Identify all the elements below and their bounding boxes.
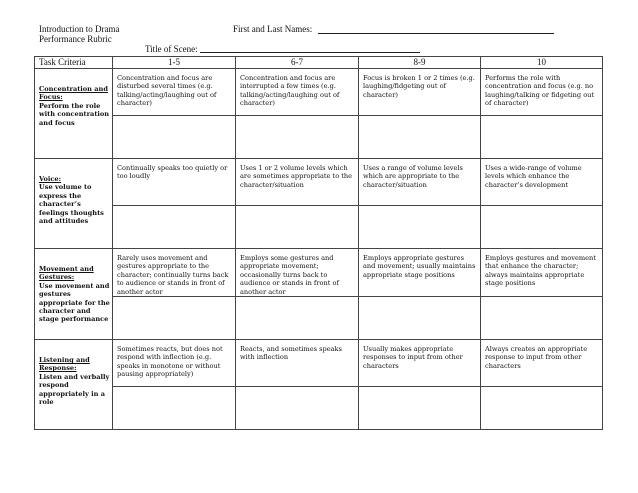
descriptor-cell: Performs the role with concentration and focus (e.g. no laughing/talking or fidgeting out of character) (481, 69, 603, 116)
scene-field[interactable] (200, 52, 420, 53)
score-row (35, 297, 603, 340)
criterion-concentration-focus (35, 69, 113, 159)
descriptor-cell: Uses a wide-range of volume levels which enhance the character’s development (481, 159, 603, 206)
column-header-task-criteria: Task Criteria (35, 57, 113, 69)
table-row (35, 249, 603, 297)
score-cell[interactable] (481, 116, 603, 159)
column-header-1-5: 1-5 (113, 57, 236, 69)
name-field[interactable] (318, 33, 554, 34)
score-cell[interactable] (113, 387, 236, 430)
criterion-description: Perform the role with concentration and focus (39, 101, 110, 127)
score-row (35, 116, 603, 159)
score-cell[interactable] (236, 206, 359, 249)
score-cell[interactable] (359, 116, 481, 159)
rubric-table (34, 56, 603, 430)
descriptor-cell: Concentration and focus are interrupted a few times (e.g. talking/acting/laughing out of character) (236, 69, 359, 116)
descriptor-cell: Concentration and focus are disturbed several times (e.g. talking/acting/laughing out of character) (113, 69, 236, 116)
criterion-description: Use movement and gestures appropriate for the character and stage performance (39, 281, 110, 324)
score-cell[interactable] (359, 387, 481, 430)
descriptor-cell: Employs gestures and movement that enhance the character; always maintains appropriate stage positions (481, 249, 603, 297)
descriptor-cell: Employs some gestures and appropriate movement; occasionally turns back to audience or stands in front of another actor (236, 249, 359, 297)
descriptor-cell: Focus is broken 1 or 2 times (e.g. laughing/fidgeting out of character) (359, 69, 481, 116)
score-cell[interactable] (113, 206, 236, 249)
score-row (35, 387, 603, 430)
criterion-description: Listen and verbally respond appropriately in a role (39, 372, 110, 407)
score-cell[interactable] (359, 206, 481, 249)
column-header-6-7: 6-7 (236, 57, 359, 69)
score-cell[interactable] (236, 387, 359, 430)
descriptor-cell: Sometimes reacts, but does not respond with inflection (e.g. speaks in monotone or without pausing appropriately) (113, 340, 236, 387)
criterion-title: Listening and Response: (39, 356, 90, 373)
descriptor-cell: Uses a range of volume levels which are appropriate to the character/situation (359, 159, 481, 206)
descriptor-cell: Always creates an appropriate response to input from other characters (481, 340, 603, 387)
score-cell[interactable] (481, 206, 603, 249)
score-row (35, 206, 603, 249)
score-cell[interactable] (236, 116, 359, 159)
criterion-voice (35, 159, 113, 249)
column-header-8-9: 8-9 (359, 57, 481, 69)
name-label: First and Last Names: (233, 24, 313, 34)
course-title: Introduction to Drama (39, 24, 120, 34)
table-row (35, 340, 603, 387)
score-cell[interactable] (481, 387, 603, 430)
score-cell[interactable] (359, 297, 481, 340)
criterion-title: Voice: (39, 175, 62, 183)
criterion-movement-gestures (35, 249, 113, 340)
score-cell[interactable] (236, 297, 359, 340)
criterion-title: Concentration and Focus: (39, 85, 108, 102)
descriptor-cell: Continually speaks too quietly or too loudly (113, 159, 236, 206)
criterion-listening-response (35, 340, 113, 430)
score-cell[interactable] (113, 297, 236, 340)
descriptor-cell: Usually makes appropriate responses to input from other characters (359, 340, 481, 387)
table-row (35, 159, 603, 206)
descriptor-cell: Rarely uses movement and gestures appropriate to the character; continually turns back to audience or stands in front of another actor (113, 249, 236, 297)
descriptor-cell: Uses 1 or 2 volume levels which are sometimes appropriate to the character/situation (236, 159, 359, 206)
scene-label: Title of Scene: (145, 44, 198, 54)
table-row (35, 69, 603, 116)
criterion-title: Movement and Gestures: (39, 265, 94, 282)
criterion-description: Use volume to express the character’s feelings thoughts and attitudes (39, 183, 104, 226)
score-cell[interactable] (113, 116, 236, 159)
rubric-title: Performance Rubric (39, 34, 112, 44)
descriptor-cell: Reacts, and sometimes speaks with inflection (236, 340, 359, 387)
descriptor-cell: Employs appropriate gestures and movement; usually maintains appropriate stage positions (359, 249, 481, 297)
header-row (35, 57, 603, 69)
column-header-10: 10 (481, 57, 603, 69)
score-cell[interactable] (481, 297, 603, 340)
